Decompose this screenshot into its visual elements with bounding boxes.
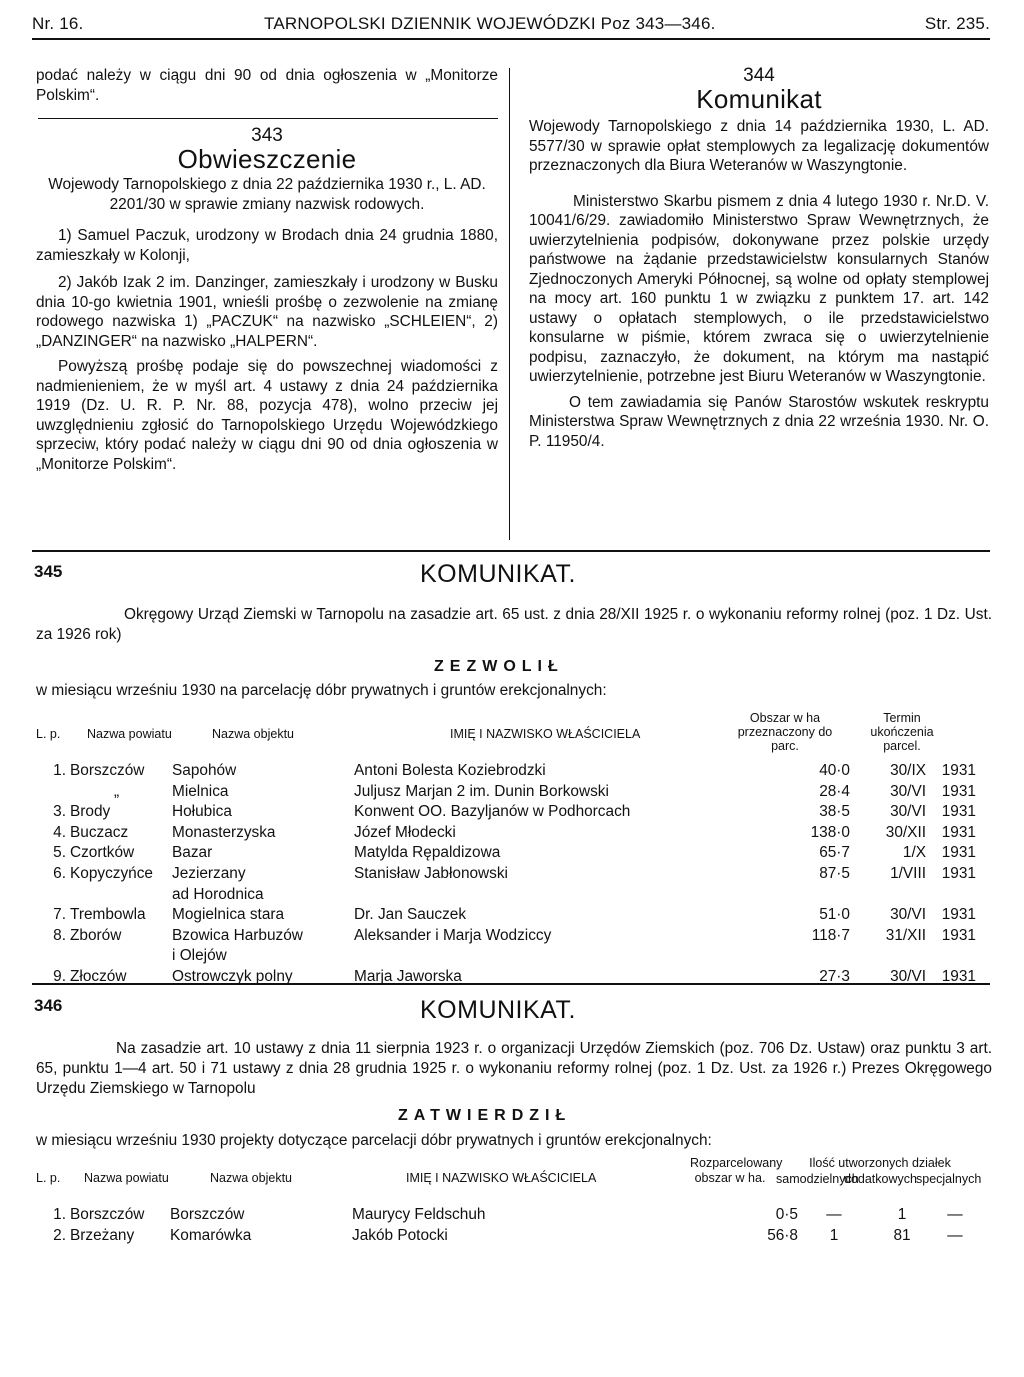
cell-term <box>854 885 926 906</box>
cell-lp: 1. <box>53 1206 66 1223</box>
cell-objekt: Sapohów <box>172 762 237 779</box>
column-divider <box>509 68 510 540</box>
cell-special: — <box>947 1206 963 1223</box>
cell-term: 30/IX <box>890 762 926 779</box>
cell-powiat: Buczacz <box>70 823 129 841</box>
table-row <box>36 946 976 967</box>
cell-self: 1 <box>829 1226 839 1244</box>
cell-lp: 4. <box>53 823 66 841</box>
cell-term: 30/XII <box>885 823 926 841</box>
table-row <box>36 1205 976 1226</box>
cell-year: 1931 <box>941 803 976 821</box>
table-row <box>36 905 976 926</box>
left-column-intro <box>36 66 498 105</box>
cell-owner: Maurycy Feldschuh <box>352 1206 486 1223</box>
decision-verb: ZEZWOLIŁ <box>434 658 564 675</box>
parcel-approvals-table <box>36 1205 976 1246</box>
section-intro: Okręgowy Urząd Ziemski w Tarnopolu na zasadzie art. 65 ust. z dnia 28/XII 1925 r. o wykonaniu reformy rolnej (poz. 1 Dz. Ust. za 1926 rok) <box>36 606 992 643</box>
cell-area: 51·0 <box>819 906 850 924</box>
col-header-powiat: Nazwa powiatu <box>84 1171 169 1185</box>
separator-rule <box>38 118 498 119</box>
cell-special: — <box>947 1226 963 1244</box>
header-rule <box>32 38 990 40</box>
cell-year: 1931 <box>941 823 976 841</box>
page-header <box>32 14 990 36</box>
col-header-plots: Ilość utworzonych działek <box>809 1156 951 1170</box>
continued-text: podać należy w ciągu dni 90 od dnia ogłoszenia w „Monitorze Polskim“. <box>36 67 498 104</box>
section-number: 345 <box>34 562 63 581</box>
cell-objekt: Bzowica Harbuzów <box>172 926 303 944</box>
cell-area: 38·5 <box>819 803 850 821</box>
table-row <box>36 926 976 947</box>
col-header-special: specjalnych <box>916 1172 982 1186</box>
cell-powiat: Brody <box>70 803 111 821</box>
col-header-objekt: Nazwa objektu <box>212 727 294 741</box>
cell-term <box>854 946 926 967</box>
cell-lp: 7. <box>53 906 66 924</box>
cell-year: 1931 <box>941 906 976 924</box>
cell-owner: Dr. Jan Sauczek <box>354 906 467 924</box>
cell-term: 30/VI <box>890 906 926 924</box>
cell-area: 28·4 <box>819 782 850 800</box>
decision-verb: ZATWIERDZIŁ <box>398 1107 572 1124</box>
cell-powiat: Borszczów <box>70 1206 145 1223</box>
cell-objekt: Bazar <box>172 844 213 862</box>
paragraph: O tem zawiadamia się Panów Starostów wskutek reskryptu Ministerstwa Spraw Wewnętrznych z dnia 22 września 1930. Nr. O. P. 11950/4. <box>529 393 989 450</box>
cell-year: 1931 <box>941 762 976 779</box>
paragraph: 1) Samuel Paczuk, urodzony w Brodach dnia 24 grudnia 1880, zamieszkały w Kolonji, <box>36 227 498 264</box>
notice-number: 344 <box>743 65 775 86</box>
section-lead: w miesiącu wrześniu 1930 projekty dotyczące parcelacji dóbr prywatnych i gruntów erekcjonalnych: <box>36 1132 712 1149</box>
cell-powiat: Borszczów <box>70 762 145 779</box>
cell-area <box>774 946 854 967</box>
table-row <box>36 1226 976 1247</box>
cell-area: 0·5 <box>775 1206 798 1223</box>
notice-343 <box>36 126 498 474</box>
cell-lp: 1. <box>53 762 66 779</box>
col-header-term: Termin ukończenia parcel. <box>870 711 934 753</box>
paragraph: 2) Jakób Izak 2 im. Danzinger, zamieszkały i urodzony w Busku dnia 10-go kwietnia 1901, wnieśli prośbę o zezwolenie na zmianę rodowego nazwiska 1) „PACZUK“ na nazwisko „SCHLEIEN“, 2) „DANZINGER“ na nazwisko „HALPERN“. <box>36 274 498 350</box>
cell-objekt: Jezierzany <box>172 864 246 882</box>
cell-owner: Aleksander i Marja Wodziccy <box>354 926 552 944</box>
section-title: KOMUNIKAT. <box>420 996 576 1024</box>
cell-powiat: Brzeżany <box>70 1226 135 1244</box>
cell-lp: 6. <box>53 864 66 882</box>
notice-number: 343 <box>251 125 283 146</box>
col-header-owner: IMIĘ I NAZWISKO WŁAŚCICIELA <box>406 1171 597 1185</box>
parcel-permits-table <box>36 761 976 988</box>
table-row <box>36 761 976 782</box>
table-row <box>36 864 976 885</box>
cell-area: 87·5 <box>819 864 850 882</box>
cell-term: 30/VI <box>890 782 926 800</box>
cell-powiat: „ <box>114 782 120 800</box>
cell-term: 30/VI <box>890 967 926 985</box>
cell-area: 118·7 <box>811 926 850 944</box>
col-header-additional: dodatkowych <box>844 1172 917 1186</box>
issue-number: Nr. 16. <box>32 14 84 33</box>
cell-year: 1931 <box>941 864 976 882</box>
table-row <box>36 802 976 823</box>
paragraph: Ministerstwo Skarbu pismem z dnia 4 lutego 1930 r. Nr.D. V. 10041/6/29. zawiadomiło Ministerstwo Spraw Wewnętrznych, że uwierzytelnienia podpisów, dokonywane przez polskie urzędy państwowe na żądanie przedstawicielstw konsularnych Stanów Zjednoczonych Ameryki Północnej, są wolne od opłaty stemplowej na mocy art. 160 punktu 1 w związku z punktem 17. art. 142 ustawy o opłatach stemplowych, o ile przedstawicielstwo konsularne w piśmie, którem zwraca się o uwierzytelnienie podpisu, zaznaczyło, że dokument, na którym ma nastąpić uwierzytelnienie, potrzebne jest Biuru Weteranów w Waszyngtonie. <box>529 192 989 385</box>
cell-area: 56·8 <box>767 1226 798 1244</box>
cell-lp <box>36 782 66 803</box>
cell-owner: Juljusz Marjan 2 im. Dunin Borkowski <box>354 782 609 800</box>
cell-year: 1931 <box>941 967 976 985</box>
cell-objekt: Ostrowczyk polny <box>172 967 293 985</box>
cell-year <box>926 946 976 967</box>
cell-objekt: ad Horodnica <box>172 885 264 903</box>
cell-objekt: Mogielnica stara <box>172 906 285 924</box>
cell-lp: 3. <box>53 803 66 821</box>
notice-title: Komunikat <box>696 83 822 114</box>
col-header-objekt: Nazwa objektu <box>210 1171 292 1185</box>
cell-self: — <box>826 1206 842 1223</box>
cell-objekt: i Olejów <box>172 947 227 965</box>
col-header-owner: IMIĘ I NAZWISKO WŁAŚCICIELA <box>450 727 641 741</box>
col-header-lp: L. p. <box>36 727 61 741</box>
cell-area: 40·0 <box>819 762 850 779</box>
cell-area <box>774 885 854 906</box>
table-row <box>36 782 976 803</box>
cell-area: 138·0 <box>810 823 850 841</box>
section-rule <box>32 983 990 985</box>
notice-344 <box>529 66 989 451</box>
col-header-area: Rozparcelowany obszar w ha. <box>690 1156 783 1185</box>
cell-area: 27·3 <box>819 967 850 985</box>
page-number: Str. 235. <box>924 14 990 33</box>
cell-powiat: Zborów <box>70 926 122 944</box>
cell-objekt: Hołubica <box>172 803 232 821</box>
cell-powiat <box>66 885 172 906</box>
section-number: 346 <box>34 996 63 1015</box>
cell-term: 1/X <box>902 844 926 862</box>
section-rule <box>32 550 990 552</box>
cell-term: 1/VIII <box>890 864 926 882</box>
cell-lp <box>36 946 66 967</box>
col-header-independent: samodzielnych <box>776 1172 859 1186</box>
cell-lp <box>36 885 66 906</box>
cell-extra: 1 <box>897 1206 907 1223</box>
cell-owner: Matylda Rępaldizowa <box>354 844 501 862</box>
cell-owner <box>354 885 774 906</box>
cell-lp: 8. <box>53 926 66 944</box>
col-header-area: Obszar w ha przeznaczony do parc. <box>737 711 833 753</box>
cell-powiat: Kopyczyńce <box>70 864 153 882</box>
cell-objekt: Komarówka <box>170 1226 252 1244</box>
cell-lp: 2. <box>53 1226 66 1244</box>
table-row <box>36 823 976 844</box>
table-row <box>36 843 976 864</box>
cell-powiat: Czortków <box>70 844 135 862</box>
cell-year: 1931 <box>941 782 976 800</box>
cell-powiat: Złoczów <box>70 967 127 985</box>
table-row <box>36 885 976 906</box>
cell-owner: Stanisław Jabłonowski <box>354 864 508 882</box>
cell-owner <box>354 946 774 967</box>
cell-powiat: Trembowla <box>70 906 146 924</box>
cell-owner: Józef Młodecki <box>354 823 456 841</box>
cell-objekt: Monasterzyska <box>172 823 276 841</box>
cell-objekt: Mielnica <box>172 782 229 800</box>
cell-year: 1931 <box>941 844 976 862</box>
cell-term: 31/XII <box>885 926 926 944</box>
cell-owner: Marja Jaworska <box>354 967 462 985</box>
col-header-lp: L. p. <box>36 1171 61 1185</box>
col-header-powiat: Nazwa powiatu <box>87 727 172 741</box>
notice-subtitle: Wojewody Tarnopolskiego z dnia 22 października 1930 r., L. AD. 2201/30 w sprawie zmiany nazwisk rodowych. <box>48 176 486 213</box>
cell-owner: Jakób Potocki <box>352 1226 448 1244</box>
cell-term: 30/VI <box>890 803 926 821</box>
cell-year: 1931 <box>941 926 976 944</box>
notice-subtitle: Wojewody Tarnopolskiego z dnia 14 października 1930, L. AD. 5577/30 w sprawie opłat stemplowych za legalizację dokumentów przeznaczonych dla Biura Weteranów w Waszyngtonie. <box>529 118 989 174</box>
section-lead: w miesiącu wrześniu 1930 na parcelację dóbr prywatnych i gruntów erekcjonalnych: <box>36 682 607 699</box>
cell-owner: Konwent OO. Bazyljanów w Podhorcach <box>354 803 631 821</box>
cell-lp: 5. <box>53 844 66 862</box>
paragraph: Powyższą prośbę podaje się do powszechnej wiadomości z nadmienieniem, że w myśl art. 4 ustawy z dnia 24 października 1919 (Dz. U. R. P. Nr. 88, pozycja 478), wolno przeciw jej uwzględnieniu zgłosić do Tarnopolskiego Urzędu Wojewódzkiego sprzeciw, który podać należy w ciągu dni 90 od dnia ogłoszenia w „Monitorze Polskim“. <box>36 358 498 473</box>
cell-area: 65·7 <box>819 844 850 862</box>
cell-powiat <box>66 946 172 967</box>
notice-title: Obwieszczenie <box>177 143 357 174</box>
cell-lp: 9. <box>53 967 66 985</box>
cell-extra: 81 <box>893 1226 911 1244</box>
cell-objekt: Borszczów <box>170 1206 245 1223</box>
cell-year <box>926 885 976 906</box>
section-title: KOMUNIKAT. <box>420 560 576 588</box>
cell-owner: Antoni Bolesta Koziebrodzki <box>354 762 546 779</box>
journal-title: TARNOPOLSKI DZIENNIK WOJEWÓDZKI Poz 343—346. <box>264 14 716 33</box>
section-intro: Na zasadzie art. 10 ustawy z dnia 11 sierpnia 1923 r. o organizacji Urzędów Ziemskich (poz. 706 Dz. Ustaw) oraz punktu 3 art. 65, punktu 1—4 art. 50 i 71 ustawy z dnia 28 grudnia 1925 r. o wykonaniu reformy rolnej (poz. 1 Dz. Ust. za 1926 r.) Prezes Okręgowego Urzędu Ziemskiego w Tarnopolu <box>36 1040 992 1097</box>
